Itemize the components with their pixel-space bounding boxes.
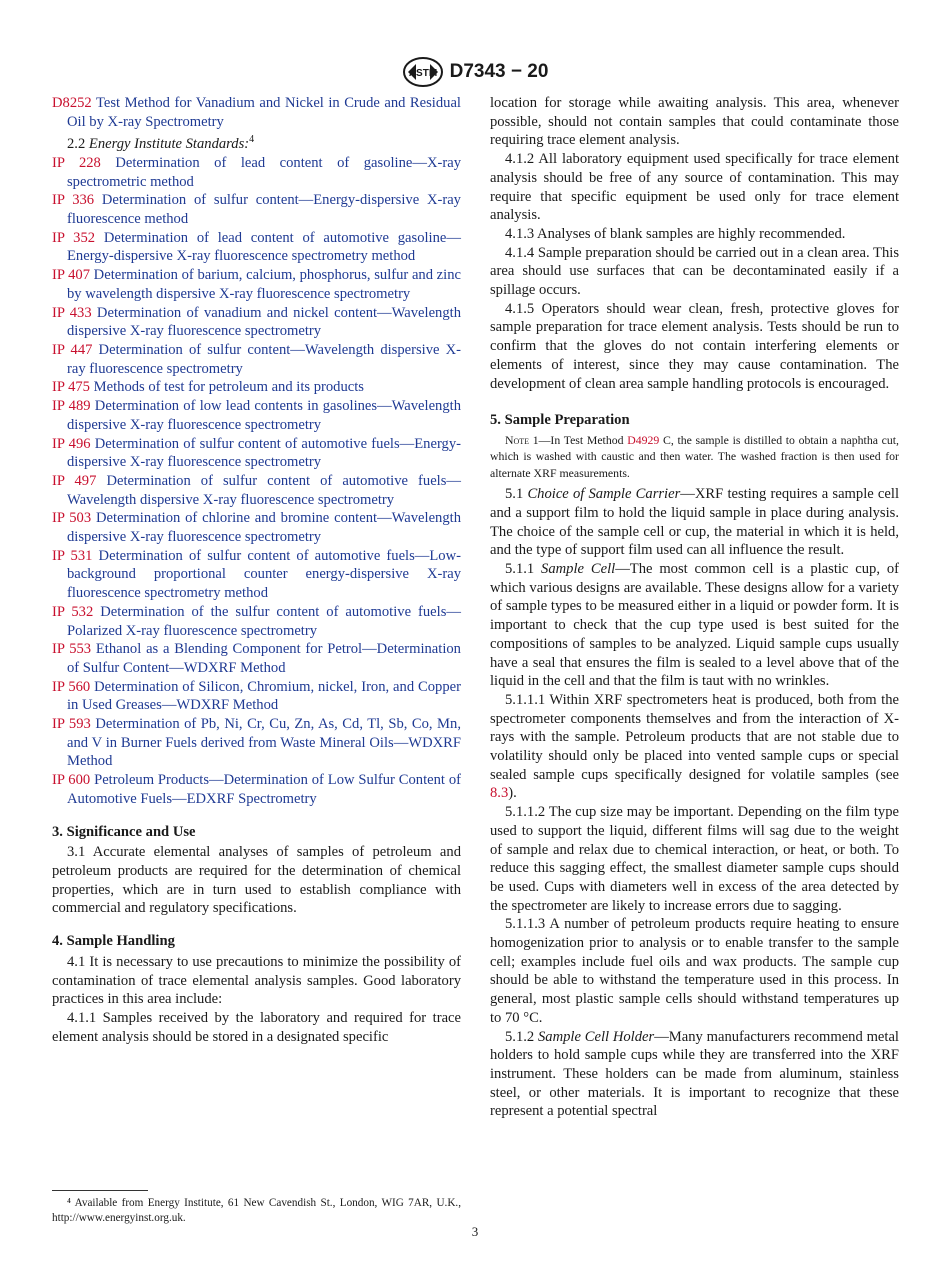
paragraph-4-1-5: 4.1.5 Operators should wear clean, fresh, protective gloves for sample preparation for trace element analysis. Tests should be run to confirm that the gloves do not contain interfering elements or elements of interest, since they may cause contamination. The development of clean area sample handling protocols is encouraged. (490, 300, 899, 392)
paragraph-5-1-1: 5.1.1 Sample Cell—The most common cell is a plastic cup, of which various designs are available. These designs allow for a variety of sample types to be measured either in a liquid or powder form. It is important to check that the cup type used is best suited for the compositions of samples to be analyzed. Liquid sample cups usually have a seal that ensures the film is sealed to a level above that of the liquid in the cell and that the film is taut with no wrinkles. (490, 560, 899, 690)
page-number: 3 (471, 1224, 479, 1239)
page-header (0, 56, 950, 88)
reference-code[interactable]: IP 496 (52, 435, 91, 452)
reference-code[interactable]: IP 489 (52, 398, 91, 415)
reference-title[interactable]: Determination of lead content of gasoline—X-ray spectrometric method (67, 154, 462, 190)
reference-title[interactable]: Petroleum Products—Determination of Low Sulfur Content of Automotive Fuels—EDXRF Spectrometry (67, 772, 461, 807)
reference-title[interactable]: Determination of lead content of automotive gasoline—Energy-dispersive X-ray fluorescence spectrometry method (67, 229, 461, 265)
section-5-heading: 5. Sample Preparation (490, 412, 630, 429)
reference-code[interactable]: IP 407 (52, 267, 90, 284)
reference-title[interactable]: Determination of sulfur content of automotive fuels—Wavelength dispersive X-ray fluorescence spectrometry (67, 472, 461, 508)
reference-d8252[interactable] (52, 94, 461, 131)
reference-ip-228[interactable] (52, 154, 461, 191)
paragraph-4-1-1: 4.1.1 Samples received by the laboratory and required for trace element analysis should be stored in a designated specific (52, 1009, 461, 1045)
reference-code[interactable]: IP 560 (52, 678, 91, 695)
reference-code[interactable]: IP 497 (52, 472, 97, 489)
reference-code[interactable]: IP 447 (52, 342, 93, 358)
reference-title[interactable]: Ethanol as a Blending Component for Petrol—Determination of Sulfur Content—WDXRF Method (67, 641, 461, 676)
reference-title[interactable]: Determination of sulfur content—Wavelength dispersive X-ray fluorescence spectrometry (67, 342, 461, 377)
link-8-3[interactable]: 8.3 (490, 785, 509, 802)
reference-code[interactable]: D8252 (52, 95, 92, 111)
reference-ip-489[interactable] (52, 397, 461, 434)
reference-ip-503[interactable] (52, 509, 461, 546)
paragraph-5-1-1-3: 5.1.1.3 A number of petroleum products require heating to ensure homogenization prior to analysis or to enable transfer to the sample cell; examples include fuel oils and wax products. The sample cup should be able to withstand the temperature used in this process. In general, most plastic sample cells should withstand temperatures up to 70 °C. (490, 916, 899, 1026)
reference-title[interactable]: Determination of sulfur content of automotive fuels—Energy-dispersive X-ray fluorescence spectrometry (67, 435, 461, 471)
reference-ip-433[interactable] (52, 304, 461, 341)
paragraph-5-1-1-1: 5.1.1.1 Within XRF spectrometers heat is produced, both from the spectrometer components themselves and from the interaction of X-rays with the sample. Petroleum products that are not stable due to volatility should only be placed into vented sample cups or special sealed sample cups specifically designed for volatile samples (see 8.3). (490, 691, 899, 802)
reference-code[interactable]: IP 503 (52, 510, 92, 527)
paragraph-5-1-1-2: 5.1.1.2 The cup size may be important. Depending on the film type used to support the liquid, different films will sag due to the weight of sample and relax due to chemical interaction, or heat, or both. To reduce this sagging effect, the smallest diameter sample cups should be used. Cups with diameters well in excess of the area detected by the spectrometer are likely to increase errors due to sagging. (490, 804, 899, 914)
reference-title[interactable]: Determination of sulfur content of automotive fuels—Low-background proportional counter energy-dispersive X-ray fluorescence spectrometry method (67, 547, 461, 602)
reference-ip-475[interactable] (52, 378, 461, 397)
astm-logo-icon (402, 56, 444, 88)
footnote-divider (52, 1190, 148, 1191)
reference-title[interactable]: Determination of chlorine and bromine content—Wavelength dispersive X-ray fluorescence spectrometry (67, 510, 461, 546)
reference-title[interactable]: Determination of Pb, Ni, Cr, Cu, Zn, As, Cd, Tl, Sb, Co, Mn, and V in Burner Fuels derived from Waste Mineral Oils—WDXRF Method (67, 716, 461, 770)
ip-reference-list (52, 154, 461, 809)
document-designation: D7343 − 20 (449, 61, 549, 82)
reference-code[interactable]: IP 593 (52, 716, 91, 733)
paragraph-4-1-4: 4.1.4 Sample preparation should be carried out in a clean area. This area should use surfaces that can be decontaminated easily if a spillage occurs. (490, 244, 899, 299)
reference-title[interactable]: Determination of vanadium and nickel content—Wavelength dispersive X-ray fluorescence spectrometry (67, 304, 461, 340)
paragraph-4-1: 4.1 It is necessary to use precautions to minimize the possibility of contamination of trace elemental analysis samples. Good laboratory practices in this area include: (52, 953, 461, 1008)
reference-code[interactable]: IP 475 (52, 379, 90, 396)
reference-ip-352[interactable] (52, 229, 461, 266)
reference-ip-336[interactable] (52, 191, 461, 228)
reference-title[interactable]: Determination of sulfur content—Energy-dispersive X-ray fluorescence method (67, 192, 461, 228)
paragraph-4-1-1-cont: location for storage while awaiting analysis. This area, whenever possible, should not contain samples that could contaminate those requiring trace element analysis. (490, 95, 899, 149)
reference-title[interactable]: Determination of barium, calcium, phosphorus, sulfur and zinc by wavelength dispersive X-ray fluorescence spectrometry (67, 267, 461, 302)
reference-ip-497[interactable] (52, 472, 461, 509)
reference-title[interactable]: Test Method for Vanadium and Nickel in Crude and Residual Oil by X-ray Spectrometry (67, 95, 461, 130)
reference-ip-531[interactable] (52, 547, 461, 603)
section-4-heading: 4. Sample Handling (52, 933, 175, 950)
reference-title[interactable]: Determination of low lead contents in gasolines—Wavelength dispersive X-ray fluorescence spectrometry (67, 398, 462, 433)
reference-code[interactable]: IP 532 (52, 603, 94, 620)
svg-text:ASTM: ASTM (408, 68, 437, 79)
paragraph-4-1-2: 4.1.2 All laboratory equipment used specifically for trace element analysis should be free of any source of contamination. This may require that specific equipment be used only for trace element analysis. (490, 151, 899, 224)
reference-ip-532[interactable] (52, 603, 461, 640)
reference-code[interactable]: IP 433 (52, 304, 92, 321)
reference-ip-553[interactable] (52, 640, 461, 677)
paragraph-4-1-3: 4.1.3 Analyses of blank samples are highly recommended. (505, 225, 846, 242)
reference-title[interactable]: Determination of Silicon, Chromium, nickel, Iron, and Copper in Used Greases—WDXRF Method (67, 678, 461, 714)
paragraph-5-1: 5.1 Choice of Sample Carrier—XRF testing requires a sample cell and a support film to hold the liquid sample in place during analysis. The choice of the sample cell or cup, the material in which it is held, and the type of support film used can all influence the result. (490, 486, 899, 559)
footnote-ref[interactable]: 4 (249, 134, 255, 146)
reference-ip-496[interactable] (52, 435, 461, 472)
reference-title[interactable]: Determination of the sulfur content of automotive fuels—Polarized X-ray fluorescence spectrometry (67, 603, 461, 639)
reference-code[interactable]: IP 352 (52, 229, 96, 246)
reference-code[interactable]: IP 600 (52, 772, 91, 789)
reference-code[interactable]: IP 531 (52, 547, 93, 564)
link-d4929[interactable]: D4929 (627, 432, 660, 447)
reference-ip-593[interactable] (52, 715, 461, 771)
reference-ip-407[interactable] (52, 266, 461, 303)
reference-ip-447[interactable] (52, 341, 461, 378)
reference-code[interactable]: IP 336 (52, 192, 95, 209)
energy-institute-heading: 2.2 Energy Institute Standards:$^4$ (67, 134, 255, 153)
paragraph-3-1: 3.1 Accurate elemental analyses of samples of petroleum and petroleum products are required for the determination of chemical properties, which are in turn used to establish compliance with commercial and regulatory specifications. (52, 844, 461, 917)
reference-ip-600[interactable] (52, 771, 461, 808)
footnote-4: ⁴ Available from Energy Institute, 61 New Cavendish St., London, WIG 7AR, U.K., http://www.energyinst.org.uk. (52, 1197, 461, 1224)
section-3-heading: 3. Significance and Use (52, 823, 196, 840)
reference-code[interactable]: IP 228 (52, 154, 101, 171)
paragraph-5-1-2: 5.1.2 Sample Cell Holder—Many manufacturers recommend metal holders to hold sample cups while they are transferred into the XRF instrument. These holders can be made from aluminum, stainless steel, or other materials. It is important to recognize that these represent a potential spectral (490, 1028, 899, 1120)
reference-code[interactable]: IP 553 (52, 641, 92, 658)
reference-ip-560[interactable] (52, 678, 461, 715)
right-column (490, 94, 899, 1121)
reference-title[interactable]: Methods of test for petroleum and its products (93, 379, 364, 396)
left-column (52, 94, 461, 1046)
note-1: Note 1—In Test Method D4929 C, the sample is distilled to obtain a naphtha cut, which is washed with caustic and then water. The washed fraction is then used for alternate XRF measurements. (490, 432, 899, 480)
